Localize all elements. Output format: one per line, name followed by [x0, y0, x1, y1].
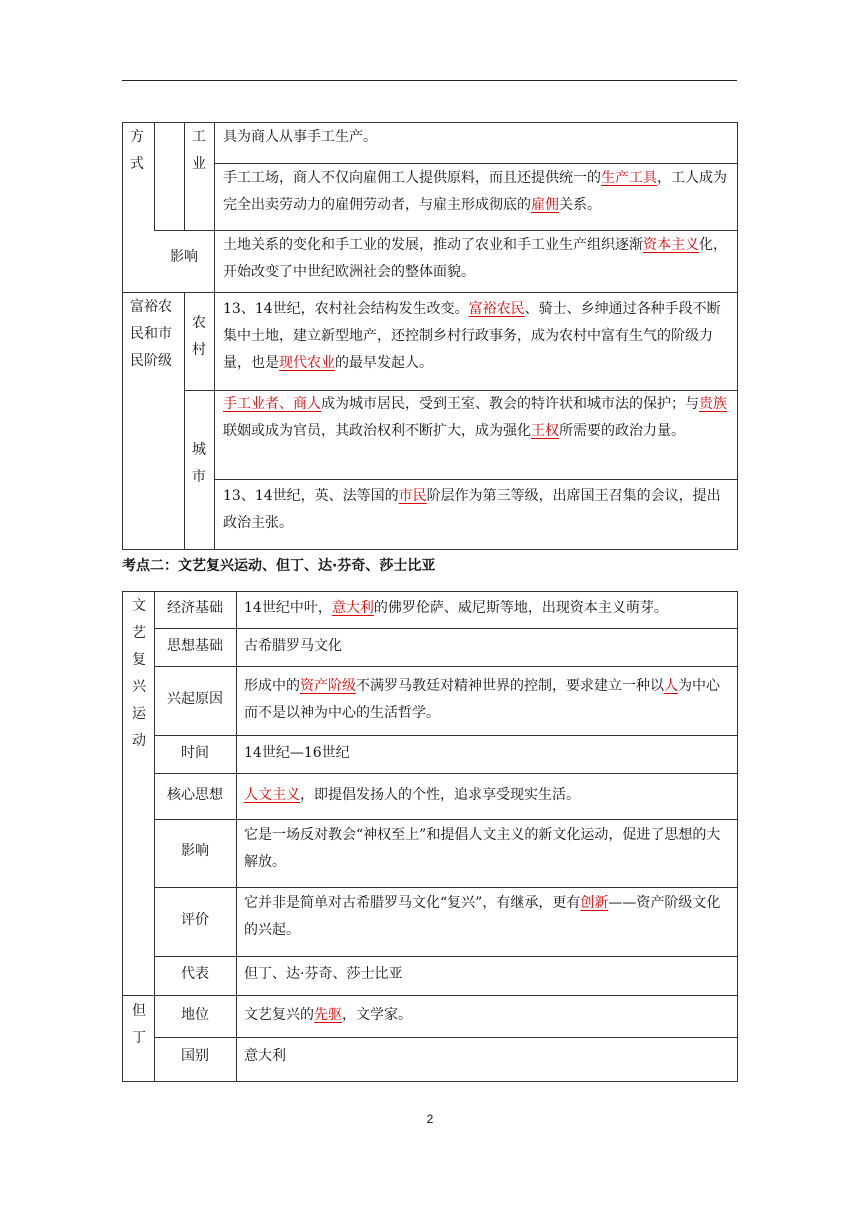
city-text-1: 手工业者、商人成为城市居民，受到王室、教会的特许状和城市法的保护；与贵族联姻或成为官员，其政治权利不断扩大，成为强化王权所需要的政治力量。	[223, 396, 727, 439]
status-text: 文艺复兴的先驱，文学家。	[244, 1007, 412, 1023]
label-rural: 农村	[192, 315, 206, 358]
label-time: 时间	[181, 745, 209, 761]
label-rise-reason: 兴起原因	[167, 691, 223, 707]
city-text-2: 13、14世纪，英、法等国的市民阶层作为第三等级，出席国王召集的会议，提出政治主张。	[223, 488, 721, 531]
economic-basis-text: 14世纪中叶，意大利的佛罗伦萨、威尼斯等地，出现资本主义萌芽。	[244, 600, 668, 616]
label-ideological-basis: 思想基础	[167, 638, 223, 654]
time-text: 14世纪—16世纪	[244, 745, 350, 761]
industry-text-2: 手工工场，商人不仅向雇佣工人提供原料，而且还提供统一的生产工具，工人成为完全出卖劳动力的雇佣劳动者，与雇主形成彻底的雇佣关系。	[223, 170, 727, 213]
evaluation-text: 它并非是简单对古希腊罗马文化“复兴”，有继承，更有创新——资产阶级文化的兴起。	[244, 895, 721, 938]
label-impact: 影响	[181, 843, 209, 859]
label-evaluation: 评价	[181, 912, 209, 928]
label-industry: 工业	[192, 129, 206, 172]
page-number: 2	[426, 1112, 434, 1126]
category-rich-farmers-citizens: 富裕农民和市民阶级	[130, 299, 172, 369]
rise-reason-text: 形成中的资产阶级不满罗马教廷对精神世界的控制，要求建立一种以人为中心而不是以神为中心的生活哲学。	[244, 678, 720, 721]
rural-text: 13、14世纪，农村社会结构发生改变。富裕农民、骑士、乡绅通过各种手段不断集中土地，建立新型地产，还控制乡村行政事务，成为农村中富有生气的阶级力量，也是现代农业的最早发起人。	[223, 301, 721, 371]
label-city: 城市	[192, 442, 206, 485]
label-economic-basis: 经济基础	[167, 600, 223, 616]
group-dante: 但丁	[132, 1003, 146, 1046]
group-renaissance: 文艺复兴运动	[132, 598, 146, 749]
label-status: 地位	[181, 1007, 209, 1023]
ideological-basis-text: 古希腊罗马文化	[244, 638, 342, 654]
label-impact: 影响	[170, 249, 198, 265]
label-core-idea: 核心思想	[167, 787, 223, 803]
category-method: 方式	[130, 129, 144, 172]
label-representatives: 代表	[181, 966, 209, 982]
industry-text-1: 具为商人从事手工生产。	[223, 129, 377, 145]
impact-text-2: 它是一场反对教会“神权至上”和提倡人文主义的新文化运动，促进了思想的大解放。	[244, 827, 721, 870]
header-rule	[122, 80, 737, 81]
core-idea-text: 人文主义，即提倡发扬人的个性，追求享受现实生活。	[244, 787, 580, 803]
representatives-text: 但丁、达·芬奇、莎士比亚	[244, 966, 403, 982]
nationality-text: 意大利	[244, 1048, 286, 1064]
impact-text: 土地关系的变化和手工业的发展，推动了农业和手工业生产组织逐渐资本主义化，开始改变了中世纪欧洲社会的整体面貌。	[223, 237, 727, 280]
section-heading: 考点二：文艺复兴运动、但丁、达·芬奇、莎士比亚	[122, 558, 436, 574]
label-nationality: 国别	[181, 1048, 209, 1064]
